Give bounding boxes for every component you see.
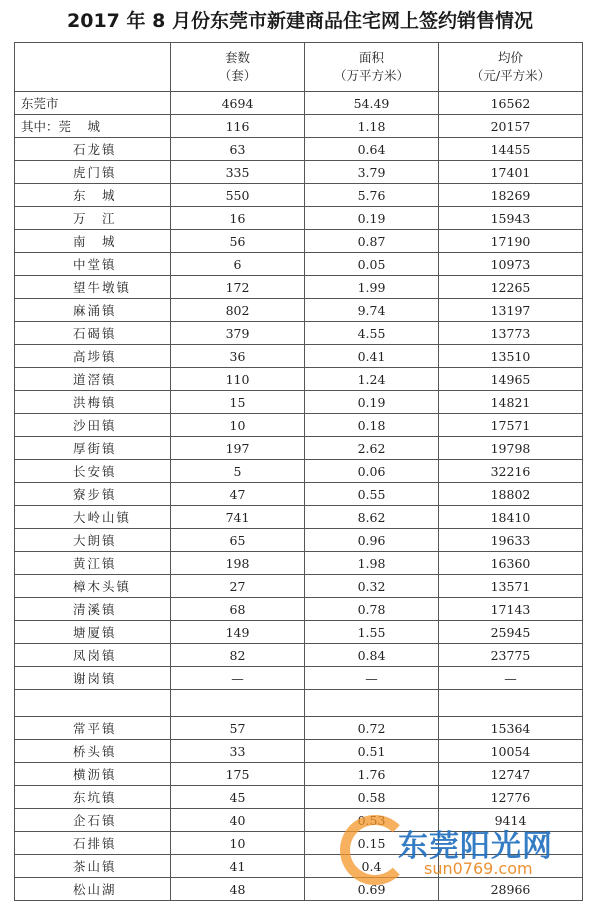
cell-units: 550	[171, 184, 305, 207]
separator-row	[15, 690, 583, 717]
cell-area: 3.79	[305, 161, 439, 184]
district-name: 望牛墩镇	[15, 276, 171, 299]
header-units-unit: （套）	[218, 68, 257, 83]
cell-price: 18410	[439, 506, 583, 529]
header-price-label: 均价	[497, 50, 523, 65]
cell-units: 63	[171, 138, 305, 161]
total-name: 东莞市	[15, 92, 171, 115]
header-units-label: 套数	[224, 50, 250, 65]
cell-units: 335	[171, 161, 305, 184]
table-row	[15, 740, 583, 763]
table-row	[15, 598, 583, 621]
cell-price: 13510	[439, 345, 583, 368]
district-name: 东 城	[15, 184, 171, 207]
table-row	[15, 345, 583, 368]
cell-price: 28966	[439, 878, 583, 901]
header-area-label: 面积	[358, 50, 384, 65]
cell-price: 13197	[439, 299, 583, 322]
cell-area: 0.19	[305, 391, 439, 414]
table-row	[15, 138, 583, 161]
cell-price: 12747	[439, 763, 583, 786]
table-row	[15, 644, 583, 667]
cell-price: 32216	[439, 460, 583, 483]
cell-units: 57	[171, 717, 305, 740]
district-name: 南 城	[15, 230, 171, 253]
cell-area: 4.55	[305, 322, 439, 345]
cell-area: 0.96	[305, 529, 439, 552]
section-label: 其中：	[21, 119, 59, 134]
cell-price: 23775	[439, 644, 583, 667]
table-row	[15, 483, 583, 506]
district-name: 谢岗镇	[15, 667, 171, 690]
cell-units: 379	[171, 322, 305, 345]
cell-price: 15364	[439, 717, 583, 740]
cell-price: 10973	[439, 253, 583, 276]
header-area	[305, 43, 439, 92]
cell-units: 172	[171, 276, 305, 299]
cell-area: 0.53	[305, 809, 439, 832]
cell-area: 0.32	[305, 575, 439, 598]
header-name	[15, 43, 171, 92]
district-name: 厚街镇	[15, 437, 171, 460]
cell-units: 48	[171, 878, 305, 901]
district-name: 清溪镇	[15, 598, 171, 621]
cell-area: 5.76	[305, 184, 439, 207]
empty-cell	[171, 690, 305, 717]
cell-units: 27	[171, 575, 305, 598]
cell-area: —	[305, 667, 439, 690]
table-row	[15, 253, 583, 276]
cell-units: 47	[171, 483, 305, 506]
total-price: 16562	[439, 92, 583, 115]
total-units: 4694	[171, 92, 305, 115]
cell-price: 25945	[439, 621, 583, 644]
district-name: 黄江镇	[15, 552, 171, 575]
cell-price: 19798	[439, 437, 583, 460]
cell-area: 1.98	[305, 552, 439, 575]
sales-table	[14, 42, 583, 901]
cell-units: 5	[171, 460, 305, 483]
cell-area: 0.55	[305, 483, 439, 506]
cell-units: 68	[171, 598, 305, 621]
cell-area: 1.24	[305, 368, 439, 391]
cell-area: 0.41	[305, 345, 439, 368]
district-name: 万 江	[15, 207, 171, 230]
cell-area: 0.15	[305, 832, 439, 855]
cell-price: 17401	[439, 161, 583, 184]
cell-area: 0.51	[305, 740, 439, 763]
district-name: 凤岗镇	[15, 644, 171, 667]
cell-price: 10054	[439, 740, 583, 763]
header-units	[171, 43, 305, 92]
watermark-url: sun0769.com	[424, 859, 533, 878]
table-header-row	[15, 43, 583, 92]
table-row	[15, 786, 583, 809]
cell-units: 10	[171, 414, 305, 437]
cell-area: 2.62	[305, 437, 439, 460]
table-row	[15, 368, 583, 391]
cell-units: 56	[171, 230, 305, 253]
table-row	[15, 667, 583, 690]
district-name: 常平镇	[15, 717, 171, 740]
district-name: 洪梅镇	[15, 391, 171, 414]
table-row	[15, 717, 583, 740]
district-name: 中堂镇	[15, 253, 171, 276]
watermark-brand: 东莞阳光网	[398, 829, 553, 864]
cell-price: —	[439, 667, 583, 690]
cell-area: 0.64	[305, 138, 439, 161]
table-row	[15, 437, 583, 460]
cell-price: 19633	[439, 529, 583, 552]
table-row	[15, 575, 583, 598]
cell-units: 149	[171, 621, 305, 644]
table-row	[15, 391, 583, 414]
cell-units: 41	[171, 855, 305, 878]
cell-area: 1.18	[305, 115, 439, 138]
header-price-unit: （元/平方米）	[470, 68, 551, 83]
cell-units: 16	[171, 207, 305, 230]
district-name: 高埗镇	[15, 345, 171, 368]
cell-price: 17571	[439, 414, 583, 437]
cell-area: 9.74	[305, 299, 439, 322]
total-row	[15, 92, 583, 115]
table-row	[15, 322, 583, 345]
district-name: 大岭山镇	[15, 506, 171, 529]
cell-price: 20157	[439, 115, 583, 138]
district-name: 塘厦镇	[15, 621, 171, 644]
table-row	[15, 184, 583, 207]
cell-units: 802	[171, 299, 305, 322]
cell-price: 14965	[439, 368, 583, 391]
cell-units: 15	[171, 391, 305, 414]
cell-units: 198	[171, 552, 305, 575]
district-name-cell	[15, 115, 171, 138]
cell-area: 0.87	[305, 230, 439, 253]
district-name: 石排镇	[15, 832, 171, 855]
cell-price: 12265	[439, 276, 583, 299]
cell-price: 13571	[439, 575, 583, 598]
cell-units: 197	[171, 437, 305, 460]
cell-area: 0.72	[305, 717, 439, 740]
district-name: 松山湖	[15, 878, 171, 901]
table-row	[15, 552, 583, 575]
table-row	[15, 763, 583, 786]
table-row	[15, 230, 583, 253]
cell-units: 116	[171, 115, 305, 138]
cell-area: 0.58	[305, 786, 439, 809]
district-name: 石碣镇	[15, 322, 171, 345]
cell-price: 18802	[439, 483, 583, 506]
cell-area: 0.78	[305, 598, 439, 621]
header-area-unit: （万平方米）	[333, 68, 409, 83]
district-name: 沙田镇	[15, 414, 171, 437]
cell-price: 17190	[439, 230, 583, 253]
empty-cell	[439, 690, 583, 717]
total-area: 54.49	[305, 92, 439, 115]
district-name: 道滘镇	[15, 368, 171, 391]
cell-units: 40	[171, 809, 305, 832]
cell-area: 1.99	[305, 276, 439, 299]
table-row	[15, 276, 583, 299]
table-row	[15, 207, 583, 230]
district-name: 茶山镇	[15, 855, 171, 878]
cell-price: 9414	[439, 809, 583, 832]
district-name: 大朗镇	[15, 529, 171, 552]
cell-price: 14821	[439, 391, 583, 414]
table-row	[15, 460, 583, 483]
cell-area: 0.18	[305, 414, 439, 437]
table-row	[15, 115, 583, 138]
district-name: 东坑镇	[15, 786, 171, 809]
cell-units: 82	[171, 644, 305, 667]
cell-price: 18269	[439, 184, 583, 207]
district-name: 樟木头镇	[15, 575, 171, 598]
district-name: 莞 城	[58, 119, 103, 134]
cell-area: 0.06	[305, 460, 439, 483]
cell-units: 10	[171, 832, 305, 855]
watermark	[340, 815, 590, 887]
district-name: 企石镇	[15, 809, 171, 832]
cell-price: 14455	[439, 138, 583, 161]
cell-units: —	[171, 667, 305, 690]
table-row	[15, 299, 583, 322]
cell-units: 45	[171, 786, 305, 809]
cell-units: 65	[171, 529, 305, 552]
district-name: 寮步镇	[15, 483, 171, 506]
table-row	[15, 506, 583, 529]
cell-area: 0.84	[305, 644, 439, 667]
district-name: 虎门镇	[15, 161, 171, 184]
cell-area: 0.05	[305, 253, 439, 276]
cell-units: 175	[171, 763, 305, 786]
empty-cell	[15, 690, 171, 717]
district-name: 桥头镇	[15, 740, 171, 763]
district-name: 横沥镇	[15, 763, 171, 786]
cell-units: 33	[171, 740, 305, 763]
cell-area: 1.55	[305, 621, 439, 644]
page-title: 2017 年 8 月份东莞市新建商品住宅网上签约销售情况	[67, 10, 533, 32]
cell-price: 17143	[439, 598, 583, 621]
table-row	[15, 529, 583, 552]
cell-units: 741	[171, 506, 305, 529]
table-row	[15, 414, 583, 437]
cell-units: 6	[171, 253, 305, 276]
cell-area: 8.62	[305, 506, 439, 529]
table-row	[15, 161, 583, 184]
cell-price: 12776	[439, 786, 583, 809]
district-name: 长安镇	[15, 460, 171, 483]
cell-area: 1.76	[305, 763, 439, 786]
cell-units: 36	[171, 345, 305, 368]
district-name: 麻涌镇	[15, 299, 171, 322]
cell-price: 13773	[439, 322, 583, 345]
header-price	[439, 43, 583, 92]
empty-cell	[305, 690, 439, 717]
cell-price: 16360	[439, 552, 583, 575]
cell-area: 0.19	[305, 207, 439, 230]
table-row	[15, 621, 583, 644]
cell-area: 0.69	[305, 878, 439, 901]
cell-price: 15943	[439, 207, 583, 230]
district-name: 石龙镇	[15, 138, 171, 161]
cell-units: 110	[171, 368, 305, 391]
cell-area: 0.4	[305, 855, 439, 878]
